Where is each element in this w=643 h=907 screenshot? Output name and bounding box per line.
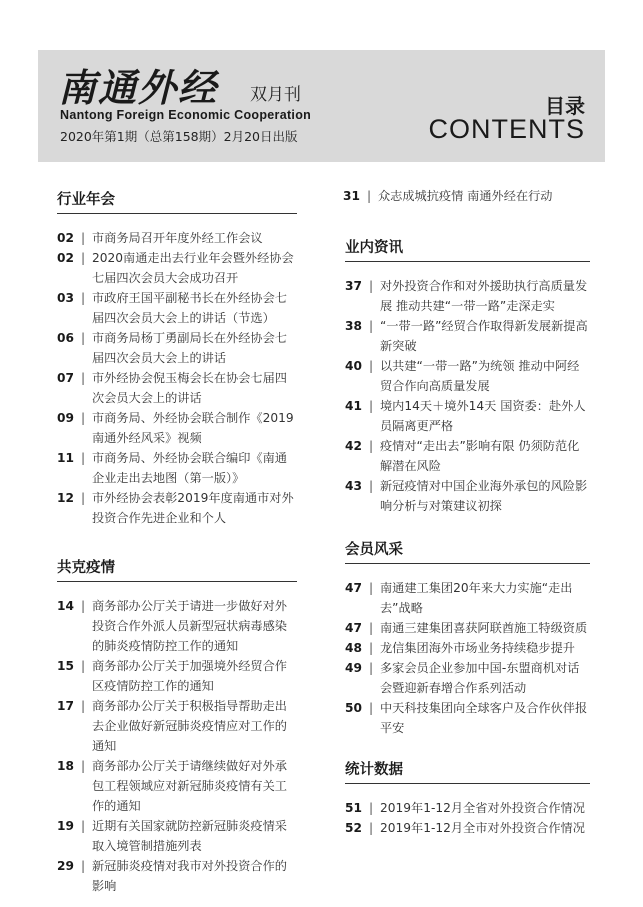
section-industry-news bbox=[345, 236, 590, 516]
toc-entry[interactable]: 02 | 2020南通走出去行业年会暨外经协会七届四次会员大会成功召开 bbox=[57, 248, 297, 288]
section-industry-meeting bbox=[57, 188, 297, 528]
entry-title: 商务部办公厅关于积极指导帮助走出去企业做好新冠肺炎疫情应对工作的通知 bbox=[92, 699, 287, 753]
toc-entry[interactable]: 09 | 市商务局、外经协会联合制作《2019南通外经风采》视频 bbox=[57, 408, 297, 448]
section-title: 会员风采 bbox=[345, 538, 590, 564]
toc-entry[interactable]: 15 | 商务部办公厅关于加强境外经贸合作区疫情防控工作的通知 bbox=[57, 656, 297, 696]
page-number: 14 bbox=[57, 599, 74, 613]
toc-entry[interactable]: 06 | 市商务局杨丁勇副局长在外经协会七届四次会员大会上的讲话 bbox=[57, 328, 297, 368]
page-number: 52 bbox=[345, 821, 362, 835]
entry-title: 市外经协会表彰2019年度南通市对外投资合作先进企业和个人 bbox=[92, 491, 294, 525]
toc-entry[interactable]: 38 | “一带一路”经贸合作取得新发展新提高新突破 bbox=[345, 316, 590, 356]
entry-title: 新冠肺炎疫情对我市对外投资合作的影响 bbox=[92, 859, 287, 893]
toc-entry[interactable]: 50 | 中天科技集团向全球客户及合作伙伴报平安 bbox=[345, 698, 590, 738]
entry-title: 以共建“一带一路”为统领 推动中阿经贸合作向高质量发展 bbox=[380, 359, 580, 393]
page-number: 31 bbox=[343, 189, 360, 203]
entry-title: 市外经协会倪玉梅会长在协会七届四次会员大会上的讲话 bbox=[92, 371, 287, 405]
entry-title: 商务部办公厅关于加强境外经贸合作区疫情防控工作的通知 bbox=[92, 659, 287, 693]
entry-title: 众志成城抗疫情 南通外经在行动 bbox=[378, 189, 553, 203]
section-title: 业内资讯 bbox=[345, 236, 590, 262]
entry-title: 市政府王国平副秘书长在外经协会七届四次会员大会上的讲话（节选） bbox=[92, 291, 287, 325]
toc-entry[interactable]: 43 | 新冠疫情对中国企业海外承包的风险影响分析与对策建议初探 bbox=[345, 476, 590, 516]
page-number: 11 bbox=[57, 451, 74, 465]
section-fight-epidemic bbox=[57, 556, 297, 896]
toc-entry[interactable]: 51 | 2019年1-12月全省对外投资合作情况 bbox=[345, 798, 590, 818]
magazine-logo: 南通外经 bbox=[58, 65, 219, 110]
page-number: 43 bbox=[345, 479, 362, 493]
toc-entry[interactable]: 29 | 新冠肺炎疫情对我市对外投资合作的影响 bbox=[57, 856, 297, 896]
toc-entry[interactable]: 14 | 商务部办公厅关于请进一步做好对外投资合作外派人员新型冠状病毒感染的肺炎疫情防控工作的通知 bbox=[57, 596, 297, 656]
toc-entry[interactable]: 18 | 商务部办公厅关于请继续做好对外承包工程领域应对新冠肺炎疫情有关工作的通知 bbox=[57, 756, 297, 816]
entry-title: 近期有关国家就防控新冠肺炎疫情采取入境管制措施列表 bbox=[92, 819, 287, 853]
toc-entry[interactable]: 42 | 疫情对“走出去”影响有限 仍须防范化解潜在风险 bbox=[345, 436, 590, 476]
entry-title: 市商务局、外经协会联合制作《2019南通外经风采》视频 bbox=[92, 411, 294, 445]
toc-entry-top[interactable]: 31 | 众志成城抗疫情 南通外经在行动 bbox=[343, 186, 593, 206]
toc-entry[interactable]: 47 | 南通三建集团喜获阿联酋施工特级资质 bbox=[345, 618, 590, 638]
entry-title: 龙信集团海外市场业务持续稳步提升 bbox=[380, 641, 575, 655]
entry-title: 新冠疫情对中国企业海外承包的风险影响分析与对策建议初探 bbox=[380, 479, 588, 513]
page-number: 17 bbox=[57, 699, 74, 713]
toc-entry[interactable]: 12 | 市外经协会表彰2019年度南通市对外投资合作先进企业和个人 bbox=[57, 488, 297, 528]
page-number: 07 bbox=[57, 371, 74, 385]
page-number: 48 bbox=[345, 641, 362, 655]
masthead bbox=[38, 50, 605, 162]
toc-title-en: CONTENTS bbox=[428, 114, 585, 144]
page-number: 03 bbox=[57, 291, 74, 305]
entry-title: 市商务局杨丁勇副局长在外经协会七届四次会员大会上的讲话 bbox=[92, 331, 287, 365]
toc-entry[interactable]: 37 | 对外投资合作和对外援助执行高质量发展 推动共建“一带一路”走深走实 bbox=[345, 276, 590, 316]
entry-title: 南通三建集团喜获阿联酋施工特级资质 bbox=[380, 621, 588, 635]
issue-line: 2020年第1期（总第158期）2月20日出版 bbox=[60, 129, 298, 144]
entry-title: 疫情对“走出去”影响有限 仍须防范化解潜在风险 bbox=[380, 439, 580, 473]
entry-title: 2020南通走出去行业年会暨外经协会七届四次会员大会成功召开 bbox=[92, 251, 294, 285]
toc-entry[interactable]: 40 | 以共建“一带一路”为统领 推动中阿经贸合作向高质量发展 bbox=[345, 356, 590, 396]
entry-title: 市商务局、外经协会联合编印《南通企业走出去地图（第一版）》 bbox=[92, 451, 287, 485]
page-number: 06 bbox=[57, 331, 74, 345]
entry-title: 2019年1-12月全市对外投资合作情况 bbox=[380, 821, 585, 835]
page-number: 42 bbox=[345, 439, 362, 453]
english-title: Nantong Foreign Economic Cooperation bbox=[60, 108, 312, 122]
toc-entry[interactable]: 49 | 多家会员企业参加中国-东盟商机对话会暨迎新春增合作系列活动 bbox=[345, 658, 590, 698]
page-number: 41 bbox=[345, 399, 362, 413]
toc-entry[interactable]: 41 | 境内14天＋境外14天 国资委：赴外人员隔离更严格 bbox=[345, 396, 590, 436]
entry-title: 市商务局召开年度外经工作会议 bbox=[92, 231, 263, 245]
toc-title-cn: 目录 bbox=[545, 94, 585, 118]
page-number: 18 bbox=[57, 759, 74, 773]
frequency-label: 双月刊 bbox=[250, 85, 301, 105]
page-number: 38 bbox=[345, 319, 362, 333]
entry-title: 商务部办公厅关于请进一步做好对外投资合作外派人员新型冠状病毒感染的肺炎疫情防控工作的通知 bbox=[92, 599, 287, 653]
page-number: 47 bbox=[345, 581, 362, 595]
section-title: 行业年会 bbox=[57, 188, 297, 214]
toc-entry[interactable]: 19 | 近期有关国家就防控新冠肺炎疫情采取入境管制措施列表 bbox=[57, 816, 297, 856]
entry-title: 商务部办公厅关于请继续做好对外承包工程领域应对新冠肺炎疫情有关工作的通知 bbox=[92, 759, 287, 813]
entry-title: 南通建工集团20年来大力实施“走出去”战略 bbox=[380, 581, 573, 615]
toc-entry[interactable]: 07 | 市外经协会倪玉梅会长在协会七届四次会员大会上的讲话 bbox=[57, 368, 297, 408]
toc-entry[interactable]: 47 | 南通建工集团20年来大力实施“走出去”战略 bbox=[345, 578, 590, 618]
page-number: 49 bbox=[345, 661, 362, 675]
toc-entry[interactable]: 03 | 市政府王国平副秘书长在外经协会七届四次会员大会上的讲话（节选） bbox=[57, 288, 297, 328]
entry-title: 对外投资合作和对外援助执行高质量发展 推动共建“一带一路”走深走实 bbox=[380, 279, 588, 313]
page-number: 37 bbox=[345, 279, 362, 293]
section-statistics bbox=[345, 758, 590, 838]
page-number: 15 bbox=[57, 659, 74, 673]
page-number: 12 bbox=[57, 491, 74, 505]
page-number: 19 bbox=[57, 819, 74, 833]
toc-entry[interactable]: 52 | 2019年1-12月全市对外投资合作情况 bbox=[345, 818, 590, 838]
section-title: 共克疫情 bbox=[57, 556, 297, 582]
toc-entry[interactable]: 02 | 市商务局召开年度外经工作会议 bbox=[57, 228, 297, 248]
section-member-profiles bbox=[345, 538, 590, 738]
page-number: 51 bbox=[345, 801, 362, 815]
entry-title: 境内14天＋境外14天 国资委：赴外人员隔离更严格 bbox=[380, 399, 586, 433]
page-number: 47 bbox=[345, 621, 362, 635]
page-number: 02 bbox=[57, 251, 74, 265]
page-number: 50 bbox=[345, 701, 362, 715]
entry-title: 2019年1-12月全省对外投资合作情况 bbox=[380, 801, 585, 815]
page-number: 29 bbox=[57, 859, 74, 873]
page-number: 40 bbox=[345, 359, 362, 373]
toc-entry[interactable]: 48 | 龙信集团海外市场业务持续稳步提升 bbox=[345, 638, 590, 658]
page-number: 02 bbox=[57, 231, 74, 245]
entry-title: “一带一路”经贸合作取得新发展新提高新突破 bbox=[380, 319, 588, 353]
entry-title: 中天科技集团向全球客户及合作伙伴报平安 bbox=[380, 701, 588, 735]
section-title: 统计数据 bbox=[345, 758, 590, 784]
page-number: 09 bbox=[57, 411, 74, 425]
toc-entry[interactable]: 17 | 商务部办公厅关于积极指导帮助走出去企业做好新冠肺炎疫情应对工作的通知 bbox=[57, 696, 297, 756]
entry-title: 多家会员企业参加中国-东盟商机对话会暨迎新春增合作系列活动 bbox=[380, 661, 580, 695]
toc-entry[interactable]: 11 | 市商务局、外经协会联合编印《南通企业走出去地图（第一版）》 bbox=[57, 448, 297, 488]
